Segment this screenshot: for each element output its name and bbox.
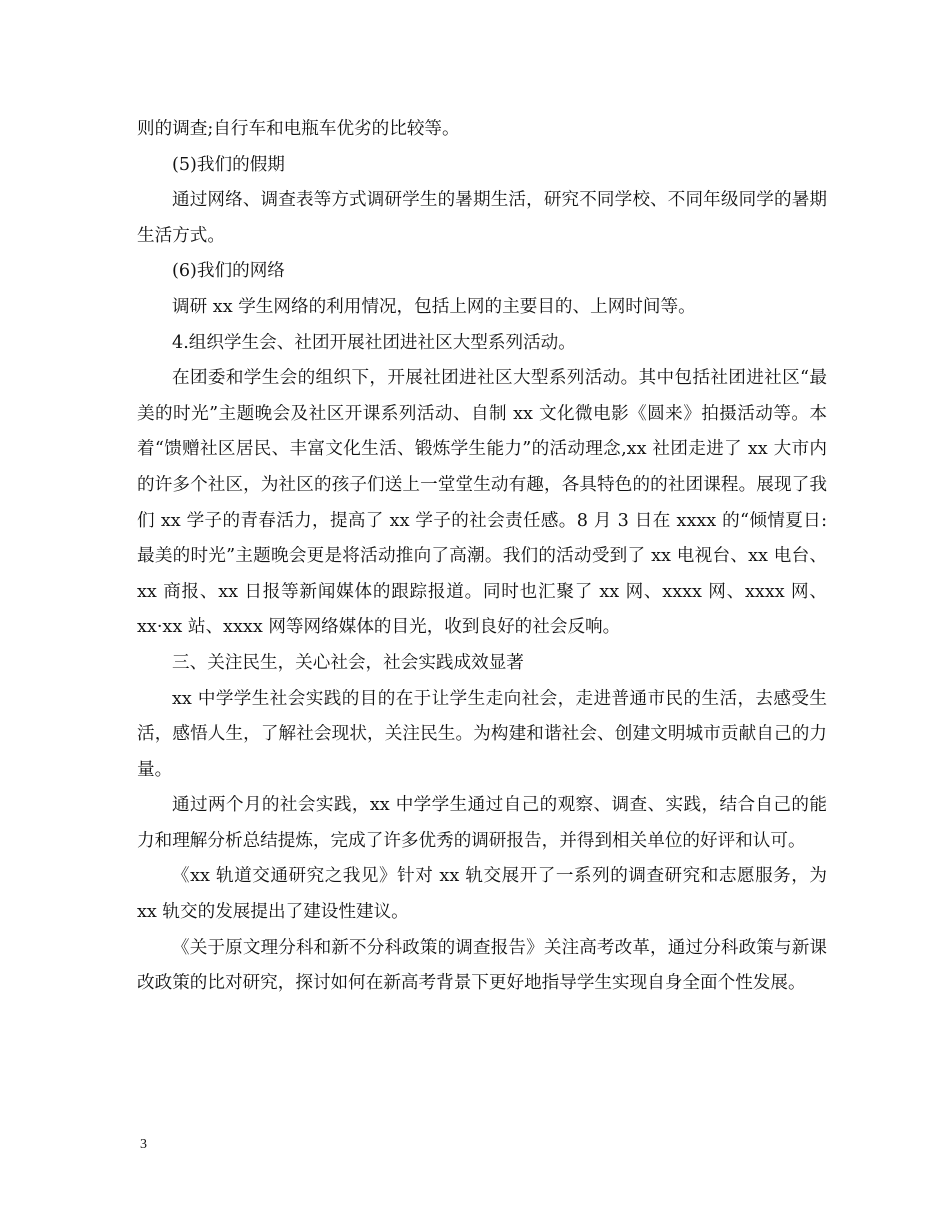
document-body [137,112,827,1002]
paragraph: xx 中学学生社会实践的目的在于让学生走向社会，走进普通市民的生活，去感受生活，感悟人生，了解社会现状，关注民生。为构建和谐社会、创建文明城市贡献自己的力量。 [137,688,827,780]
paragraph: 《关于原文理分科和新不分科政策的调查报告》关注高考改革，通过分科政策与新课改政策的比对研究，探讨如何在新高考背景下更好地指导学生实现自身全面个性发展。 [137,937,827,994]
paragraph: 通过网络、调查表等方式调研学生的暑期生活，研究不同学校、不同年级同学的暑期生活方式。 [137,190,827,246]
section-heading: 4.组织学生会、社团开展社团进社区大型系列活动。 [172,332,576,353]
paragraph: 《xx 轨道交通研究之我见》针对 xx 轨交展开了一系列的调查研究和志愿服务，为 xx 轨交的发展提出了建设性建议。 [137,866,827,923]
paragraph: 在团委和学生会的组织下，开展社团进社区大型系列活动。其中包括社团进社区“最美的时光”主题晚会及社区开课系列活动、自制 xx 文化微电影《圆来》拍摄活动等。本着“馈赠社区居民、丰富文化生活、锻炼学生能力”的活动理念,xx 社团走进了 xx 大市内的许多个社区，为社区的孩子们送上一堂堂生动有趣，各具特色的的社团课程。展现了我们 xx 学子的青春活力，提高了 xx 学子的社会责任感。8 月 3 日在 xxxx 的“倾情夏日:最美的时光”主题晚会更是将活动推向了高潮。我们的活动受到了 xx 电视台、xx 电台、xx 商报、xx 日报等新闻媒体的跟踪报道。同时也汇聚了 xx 网、xxxx 网、xxxx 网、xx·xx 站、xxxx 网等网络媒体的目光，收到良好的社会反响。 [137,368,827,638]
list-heading: (6)我们的网络 [172,261,285,282]
paragraph: 则的调查;自行车和电瓶车优劣的比较等。 [137,119,460,139]
paragraph: 通过两个月的社会实践，xx 中学学生通过自己的观察、调查、实践，结合自己的能力和理解分析总结提炼，完成了许多优秀的调研报告，并得到相关单位的好评和认可。 [137,795,827,851]
section-heading: 三、关注民生，关心社会，社会实践成效显著 [172,652,524,673]
list-heading: (5)我们的假期 [172,154,285,175]
paragraph: 调研 xx 学生网络的利用情况，包括上网的主要目的、上网时间等。 [172,296,696,317]
page-number: 3 [140,1137,147,1152]
